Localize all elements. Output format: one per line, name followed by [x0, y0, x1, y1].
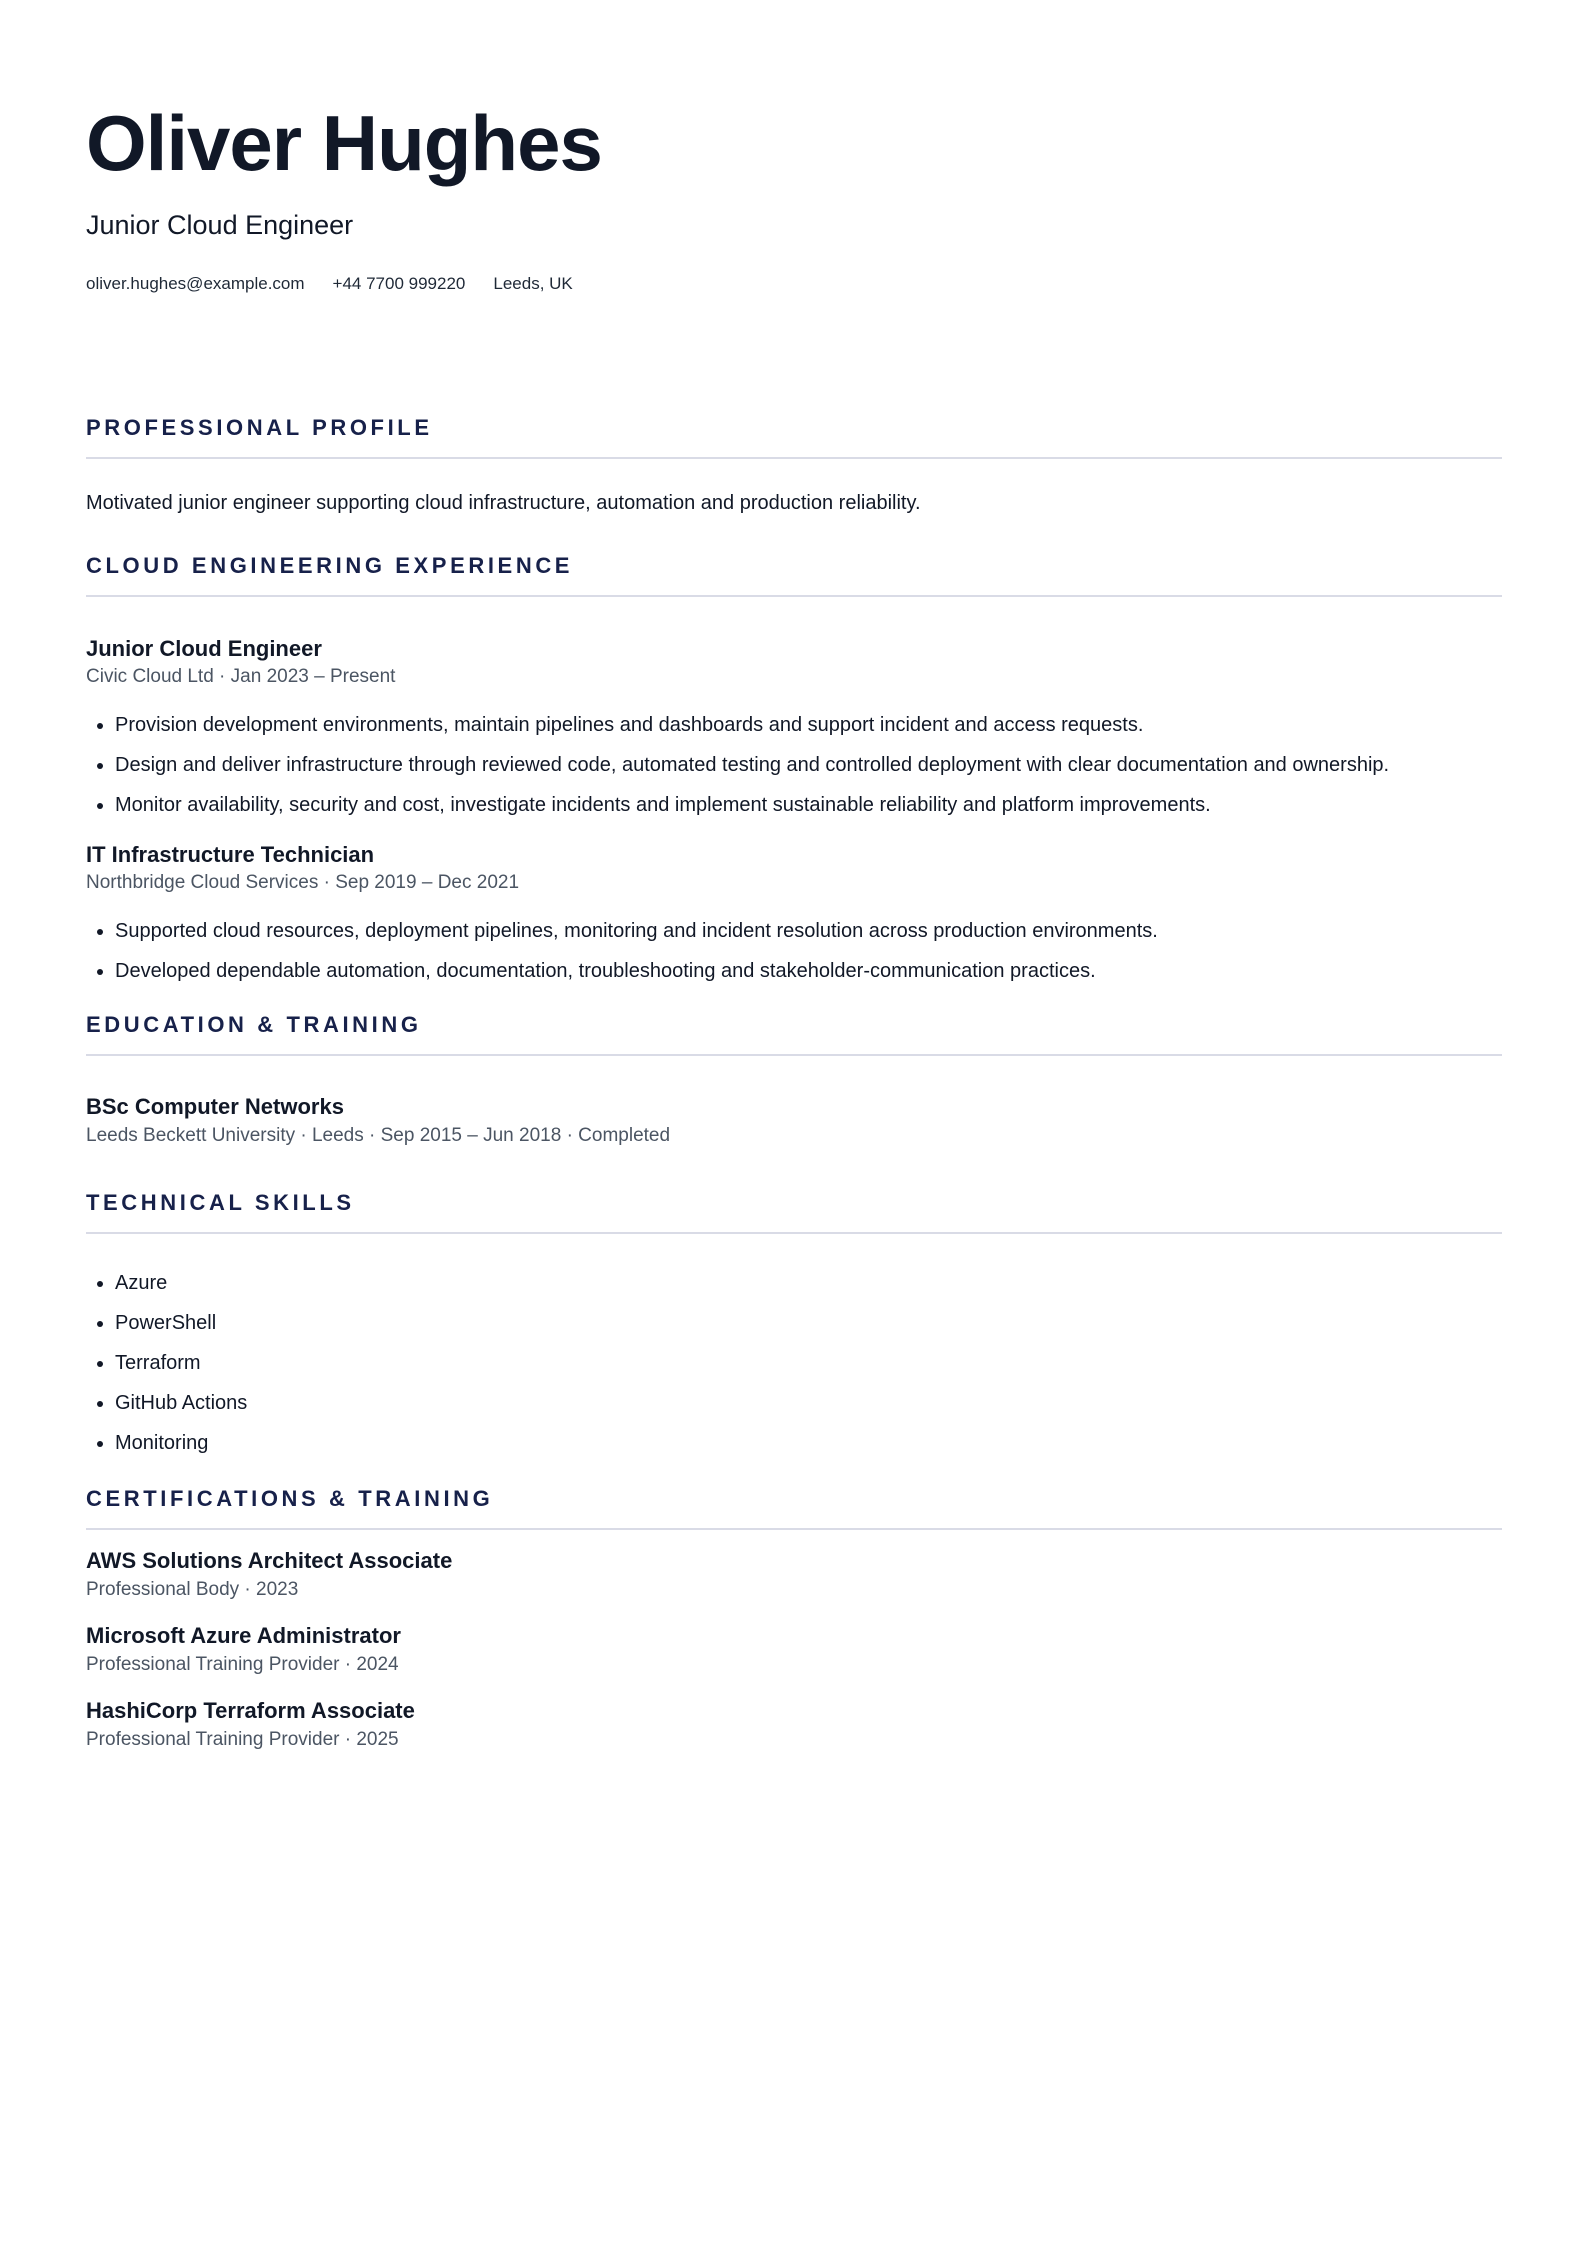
resume-header [86, 99, 1502, 294]
skill-item: • PowerShell [115, 1310, 1502, 1336]
section-divider [86, 1232, 1502, 1234]
job-bullet: • Monitor availability, security and cost, investigate incidents and implement sustainable reliability and platform improvements. [115, 792, 1502, 818]
education-entry [86, 1094, 1502, 1148]
section-divider [86, 1054, 1502, 1056]
job-bullet: • Design and deliver infrastructure through reviewed code, automated testing and controlled deployment with clear documentation and ownership. [115, 752, 1502, 778]
job-bullet: • Developed dependable automation, documentation, troubleshooting and stakeholder-communication practices. [115, 958, 1502, 984]
skill-item: • Azure [115, 1270, 1502, 1296]
job-bullet: • Supported cloud resources, deployment pipelines, monitoring and incident resolution across production environments. [115, 918, 1502, 944]
certification-meta: Professional Body · 2023 [86, 1578, 299, 1600]
job-entry [86, 842, 1502, 984]
certification-meta: Professional Training Provider · 2025 [86, 1728, 399, 1750]
contact-email: oliver.hughes@example.com [86, 274, 305, 293]
section-title-education: EDUCATION & TRAINING [86, 1012, 422, 1038]
section-title-experience: CLOUD ENGINEERING EXPERIENCE [86, 553, 574, 578]
education-section [86, 1014, 1502, 1148]
section-divider [86, 457, 1502, 459]
certification-title: HashiCorp Terraform Associate [86, 1698, 415, 1724]
section-divider [86, 1528, 1502, 1530]
section-title-certifications: CERTIFICATIONS & TRAINING [86, 1486, 494, 1512]
job-entry [86, 636, 1502, 818]
certification-entry [86, 1698, 1502, 1752]
certification-title: AWS Solutions Architect Associate [86, 1548, 453, 1574]
section-divider [86, 595, 1502, 597]
education-meta: Leeds Beckett University · Leeds · Sep 2015 – Jun 2018 · Completed [86, 1124, 671, 1146]
section-title-profile: PROFESSIONAL PROFILE [86, 415, 433, 440]
job-bullet: • Provision development environments, maintain pipelines and dashboards and support incident and access requests. [115, 712, 1502, 738]
skills-section [86, 1192, 1502, 1456]
profile-text: Motivated junior engineer supporting cloud infrastructure, automation and production reliability. [86, 492, 921, 514]
contact-line [86, 274, 1502, 294]
job-bullets [86, 918, 1502, 984]
contact-phone: +44 7700 999220 [332, 274, 466, 293]
certification-meta: Professional Training Provider · 2024 [86, 1653, 399, 1675]
job-title: IT Infrastructure Technician [86, 842, 375, 868]
skill-item: • Terraform [115, 1350, 1502, 1376]
job-title: Junior Cloud Engineer [86, 636, 322, 661]
certification-entry [86, 1548, 1502, 1602]
certifications-section [86, 1488, 1502, 1752]
education-degree: BSc Computer Networks [86, 1094, 344, 1120]
experience-section [86, 555, 1502, 984]
candidate-headline: Junior Cloud Engineer [86, 210, 354, 240]
job-meta: Civic Cloud Ltd · Jan 2023 – Present [86, 666, 396, 688]
skill-item: • GitHub Actions [115, 1390, 1502, 1416]
certification-title: Microsoft Azure Administrator [86, 1623, 401, 1649]
job-meta: Northbridge Cloud Services · Sep 2019 – Dec 2021 [86, 872, 520, 894]
section-title-skills: TECHNICAL SKILLS [86, 1190, 355, 1216]
candidate-name: Oliver Hughes [86, 99, 602, 187]
skill-item: • Monitoring [115, 1430, 1502, 1456]
contact-location: Leeds, UK [493, 274, 573, 293]
profile-section [86, 417, 1502, 516]
skills-list [86, 1270, 1502, 1456]
job-bullets [86, 712, 1502, 818]
certification-entry [86, 1623, 1502, 1677]
